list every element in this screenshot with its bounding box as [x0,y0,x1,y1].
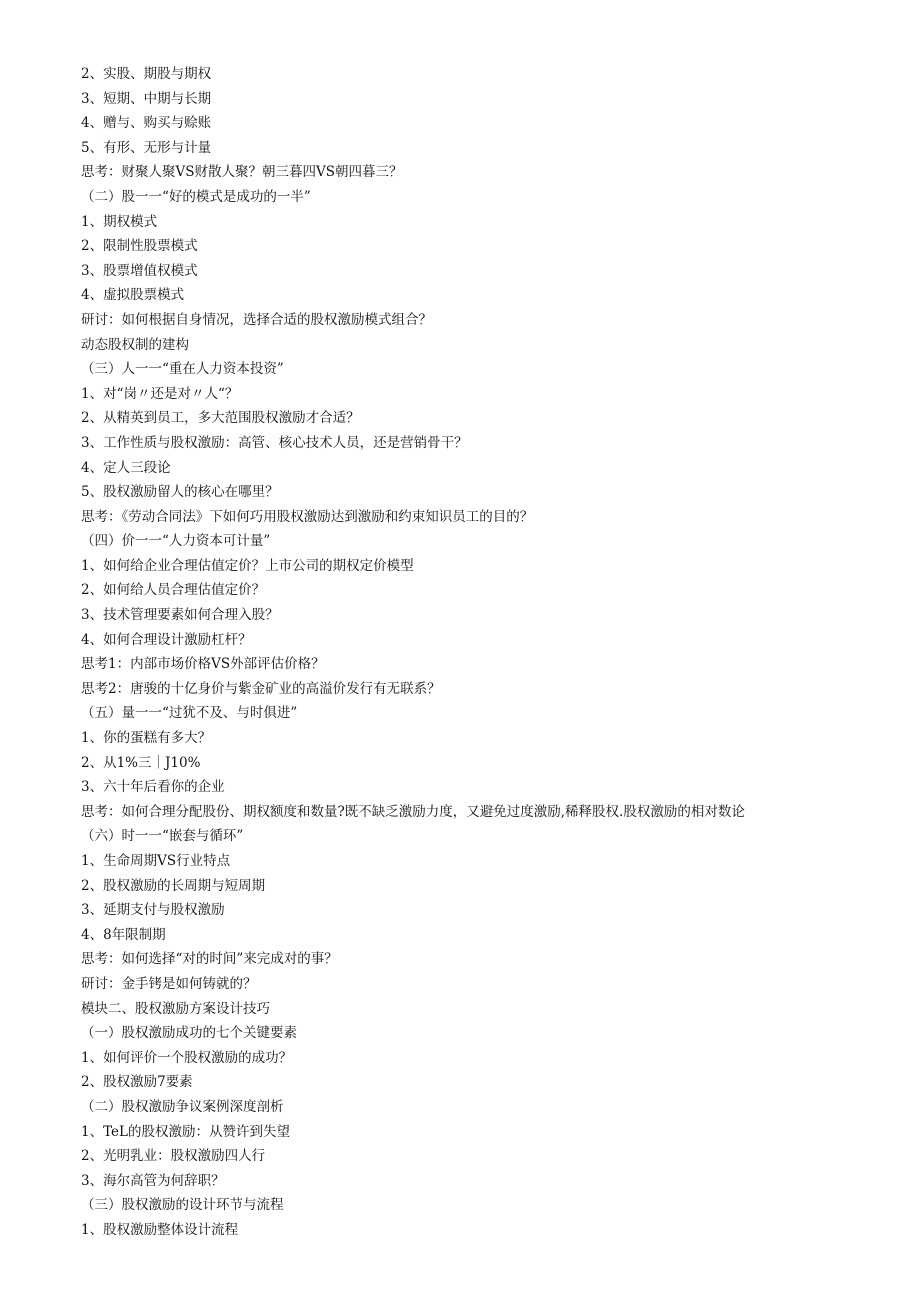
text-line: 1、生命周期VS行业特点 [81,853,231,869]
text-line: 思考1：内部市场价格VS外部评估价格？ [81,656,325,673]
document-body [81,62,881,1243]
text-line: 3、股票增值权模式 [81,262,198,279]
text-line: 1、TeL的股权激励：从赞许到失望 [81,1123,290,1140]
text-line: 2、股权激励的长周期与短周期 [81,877,266,894]
text-line: 3、工作性质与股权激励：高管、核心技术人员，还是营销骨干？ [81,434,468,451]
text-line: 研讨：金手铐是如何铸就的？ [81,975,257,992]
text-line: 1、期权模式 [81,213,158,230]
text-line: 4、虚拟股票模式 [81,287,185,304]
text-line: 5、有形、无形与计量 [81,139,212,156]
text-line: 1、如何给企业合理估值定价？上市公司的期权定价模型 [81,557,414,574]
text-line: 4、8年限制期 [81,926,166,943]
text-line: 1、对“岗〃还是对〃人“？ [81,385,239,402]
text-line: 2、从1%三｜J10% [81,754,201,771]
text-line: 5、股权激励留人的核心在哪里？ [81,484,279,501]
text-line: 3、延期支付与股权激励 [81,902,225,919]
module-heading: 模块二、股权激励方案设计技巧 [81,1000,270,1017]
section-heading: （五）量一一“过犹不及、与时俱进” [81,705,298,722]
section-heading: （一）股权激励成功的七个关键要素 [81,1025,297,1042]
text-line: 研讨：如何根据自身情况，选择合适的股权激励模式组合？ [81,311,432,328]
text-line: 2、限制性股票模式 [81,238,198,255]
text-line: 思考：财聚人聚VS财散人聚？朝三暮四VS朝四暮三？ [81,164,403,181]
text-line: 3、六十年后看你的企业 [81,779,225,796]
text-line: 思考：如何选择“对的时间”来完成对的事？ [81,951,338,968]
text-line: 2、股权激励7要素 [81,1074,193,1091]
text-line: 4、如何合理设计激励杠杆？ [81,631,252,648]
text-line: 思考：《劳动合同法》下如何巧用股权激励达到激励和约束知识员工的目的？ [81,508,534,525]
section-heading: （六）时一一“嵌套与循环” [81,828,244,845]
text-line: 2、如何给人员合理估值定价？ [81,582,266,599]
section-heading: （四）价一一“人力资本可计量” [81,533,271,550]
text-line: 思考：如何合理分配股份、期权额度和数量?既不缺乏激励力度，又避免过度激励,稀释股权.股权激励的相对数论 [81,803,745,820]
text-line: 4、定人三段论 [81,459,171,476]
text-line: 思考2：唐骏的十亿身价与紫金矿业的高溢价发行有无联系？ [81,680,441,697]
text-line: 2、从精英到员工，多大范围股权激励才合适？ [81,410,360,427]
text-line: 3、短期、中期与长期 [81,90,212,107]
text-line: 1、你的蛋糕有多大？ [81,730,212,747]
section-heading: （三）人一一“重在人力资本投资” [81,361,284,378]
text-line: 1、股权激励整体设计流程 [81,1221,239,1238]
section-heading: （三）股权激励的设计环节与流程 [81,1197,284,1214]
text-line: 动态股权制的建构 [81,336,189,353]
text-line: 3、技术管理要素如何合理入股？ [81,607,279,624]
section-heading: （二）股权激励争议案例深度剖析 [81,1098,284,1115]
text-line: 2、实股、期股与期权 [81,66,212,82]
section-heading: （二）股一一“好的模式是成功的一半” [81,188,311,205]
text-line: 3、海尔高管为何辞职？ [81,1172,225,1189]
text-line: 1、如何评价一个股权激励的成功？ [81,1049,293,1066]
text-line: 4、赠与、购买与赊账 [81,115,212,132]
text-line: 2、光明乳业：股权激励四人行 [81,1148,266,1165]
